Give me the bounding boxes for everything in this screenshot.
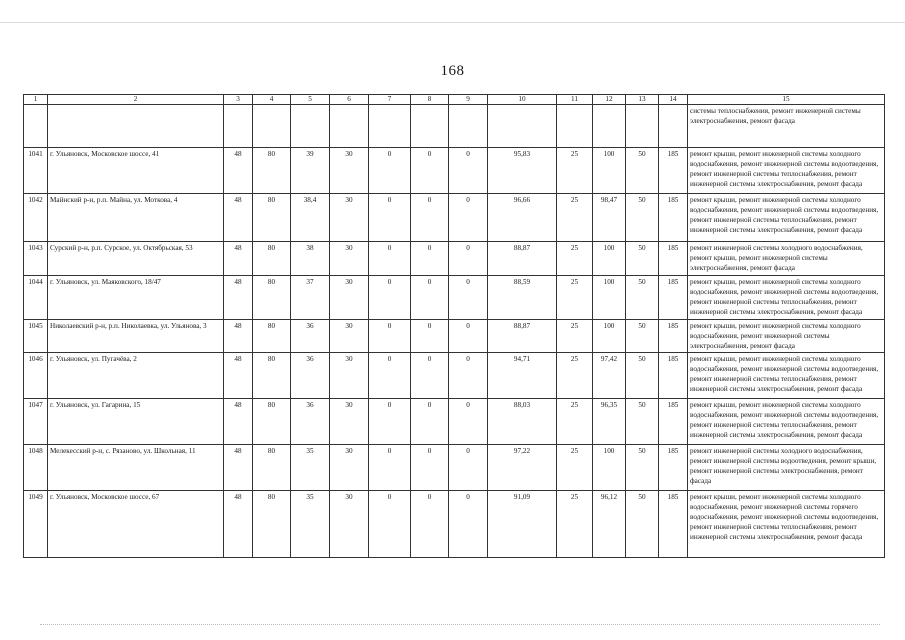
cell xyxy=(48,105,224,148)
value-cell-c6: 30 xyxy=(330,399,369,445)
value-cell-c7: 0 xyxy=(369,445,411,491)
value-cell-c12: 100 xyxy=(593,148,626,194)
value-cell-c10: 95,83 xyxy=(488,148,557,194)
value-cell-c3: 48 xyxy=(224,491,253,558)
cell xyxy=(253,105,291,148)
value-cell-c8: 0 xyxy=(411,399,449,445)
address: Майнский р-н, р.п. Майна, ул. Моткова, 4 xyxy=(48,194,224,242)
table-row xyxy=(24,353,885,399)
row-number: 1044 xyxy=(24,276,48,320)
column-header: 10 xyxy=(488,95,557,105)
table-row xyxy=(24,194,885,242)
value-cell-c4: 80 xyxy=(253,320,291,353)
value-cell-c3: 48 xyxy=(224,445,253,491)
address: г. Ульяновск, ул. Гагарина, 15 xyxy=(48,399,224,445)
value-cell-c3: 48 xyxy=(224,242,253,276)
value-cell-c12: 96,12 xyxy=(593,491,626,558)
table-row-continuation xyxy=(24,105,885,148)
row-number: 1043 xyxy=(24,242,48,276)
cell xyxy=(659,105,688,148)
value-cell-c9: 0 xyxy=(449,148,488,194)
work-description: ремонт крыши, ремонт инженерной системы холодного водоснабжения, ремонт инженерной системы водоотведения, ремонт инженерной системы теплоснабжения, ремонт инженерной системы электроснабжения, ремонт фасада xyxy=(688,194,885,242)
value-cell-c5: 36 xyxy=(291,399,330,445)
address: г. Ульяновск, ул. Пугачёва, 2 xyxy=(48,353,224,399)
value-cell-c14: 185 xyxy=(659,194,688,242)
value-cell-c4: 80 xyxy=(253,242,291,276)
cell xyxy=(593,105,626,148)
page-number: 168 xyxy=(440,63,465,79)
table-row xyxy=(24,491,885,558)
cell xyxy=(369,105,411,148)
value-cell-c3: 48 xyxy=(224,194,253,242)
value-cell-c6: 30 xyxy=(330,242,369,276)
value-cell-c12: 98,47 xyxy=(593,194,626,242)
cell xyxy=(291,105,330,148)
value-cell-c6: 30 xyxy=(330,276,369,320)
cell xyxy=(449,105,488,148)
value-cell-c12: 96,35 xyxy=(593,399,626,445)
value-cell-c4: 80 xyxy=(253,445,291,491)
value-cell-c10: 91,09 xyxy=(488,491,557,558)
value-cell-c5: 38,4 xyxy=(291,194,330,242)
work-description: ремонт крыши, ремонт инженерной системы холодного водоснабжения, ремонт инженерной системы водоотведения, ремонт инженерной системы теплоснабжения, ремонт инженерной системы электроснабжения, ремонт фасада xyxy=(688,399,885,445)
cell xyxy=(330,105,369,148)
value-cell-c6: 30 xyxy=(330,194,369,242)
value-cell-c6: 30 xyxy=(330,445,369,491)
value-cell-c4: 80 xyxy=(253,276,291,320)
column-header: 15 xyxy=(688,95,885,105)
scan-footer-noise xyxy=(40,624,880,626)
value-cell-c4: 80 xyxy=(253,491,291,558)
data-table xyxy=(23,94,885,558)
value-cell-c14: 185 xyxy=(659,445,688,491)
cell xyxy=(411,105,449,148)
row-number: 1049 xyxy=(24,491,48,558)
value-cell-c12: 97,42 xyxy=(593,353,626,399)
value-cell-c3: 48 xyxy=(224,399,253,445)
value-cell-c4: 80 xyxy=(253,194,291,242)
work-description: системы теплоснабжения, ремонт инженерной системы электроснабжения, ремонт фасада xyxy=(688,105,885,148)
value-cell-c7: 0 xyxy=(369,491,411,558)
column-header: 8 xyxy=(411,95,449,105)
value-cell-c12: 100 xyxy=(593,242,626,276)
value-cell-c5: 36 xyxy=(291,320,330,353)
value-cell-c10: 88,87 xyxy=(488,242,557,276)
value-cell-c9: 0 xyxy=(449,194,488,242)
column-header: 1 xyxy=(24,95,48,105)
value-cell-c7: 0 xyxy=(369,320,411,353)
value-cell-c8: 0 xyxy=(411,353,449,399)
value-cell-c9: 0 xyxy=(449,353,488,399)
value-cell-c11: 25 xyxy=(557,491,593,558)
column-header: 7 xyxy=(369,95,411,105)
value-cell-c13: 50 xyxy=(626,276,659,320)
work-description: ремонт инженерной системы холодного водоснабжения, ремонт инженерной системы водоотведения, ремонт крыши, ремонт инженерной системы электроснабжения, ремонт фасада xyxy=(688,445,885,491)
value-cell-c8: 0 xyxy=(411,194,449,242)
row-number: 1046 xyxy=(24,353,48,399)
value-cell-c8: 0 xyxy=(411,491,449,558)
value-cell-c9: 0 xyxy=(449,276,488,320)
value-cell-c14: 185 xyxy=(659,320,688,353)
value-cell-c7: 0 xyxy=(369,276,411,320)
column-header: 11 xyxy=(557,95,593,105)
value-cell-c13: 50 xyxy=(626,242,659,276)
column-header: 12 xyxy=(593,95,626,105)
table-row xyxy=(24,445,885,491)
column-header: 9 xyxy=(449,95,488,105)
value-cell-c4: 80 xyxy=(253,353,291,399)
value-cell-c11: 25 xyxy=(557,445,593,491)
value-cell-c13: 50 xyxy=(626,399,659,445)
row-number: 1047 xyxy=(24,399,48,445)
value-cell-c11: 25 xyxy=(557,399,593,445)
value-cell-c6: 30 xyxy=(330,148,369,194)
value-cell-c14: 185 xyxy=(659,148,688,194)
row-number: 1042 xyxy=(24,194,48,242)
value-cell-c12: 100 xyxy=(593,320,626,353)
value-cell-c13: 50 xyxy=(626,491,659,558)
value-cell-c10: 96,66 xyxy=(488,194,557,242)
value-cell-c5: 38 xyxy=(291,242,330,276)
value-cell-c12: 100 xyxy=(593,276,626,320)
column-header: 13 xyxy=(626,95,659,105)
value-cell-c8: 0 xyxy=(411,148,449,194)
value-cell-c3: 48 xyxy=(224,353,253,399)
value-cell-c9: 0 xyxy=(449,491,488,558)
header-row xyxy=(24,95,885,105)
cell xyxy=(557,105,593,148)
table-row xyxy=(24,399,885,445)
work-description: ремонт крыши, ремонт инженерной системы холодного водоснабжения, ремонт инженерной системы водоотведения, ремонт инженерной системы теплоснабжения, ремонт инженерной системы электроснабжения, ремонт фасада xyxy=(688,148,885,194)
cell xyxy=(224,105,253,148)
value-cell-c8: 0 xyxy=(411,276,449,320)
value-cell-c9: 0 xyxy=(449,399,488,445)
cell xyxy=(488,105,557,148)
value-cell-c11: 25 xyxy=(557,276,593,320)
work-description: ремонт инженерной системы холодного водоснабжения, ремонт крыши, ремонт инженерной системы электроснабжения, ремонт фасада xyxy=(688,242,885,276)
column-header: 2 xyxy=(48,95,224,105)
address: г. Ульяновск, ул. Маяковского, 18/47 xyxy=(48,276,224,320)
value-cell-c3: 48 xyxy=(224,320,253,353)
value-cell-c4: 80 xyxy=(253,399,291,445)
value-cell-c5: 39 xyxy=(291,148,330,194)
value-cell-c13: 50 xyxy=(626,148,659,194)
value-cell-c10: 88,87 xyxy=(488,320,557,353)
value-cell-c10: 97,22 xyxy=(488,445,557,491)
column-header: 4 xyxy=(253,95,291,105)
value-cell-c10: 94,71 xyxy=(488,353,557,399)
column-header: 6 xyxy=(330,95,369,105)
table-row xyxy=(24,320,885,353)
value-cell-c11: 25 xyxy=(557,194,593,242)
value-cell-c13: 50 xyxy=(626,194,659,242)
value-cell-c6: 30 xyxy=(330,491,369,558)
work-description: ремонт крыши, ремонт инженерной системы холодного водоснабжения, ремонт инженерной системы горячего водоснабжения, ремонт инженерной системы водоотведения, ремонт инженерной системы теплоснабжения, ремонт инженерной системы электроснабжения, ремонт фасада xyxy=(688,491,885,558)
column-header: 5 xyxy=(291,95,330,105)
table-row xyxy=(24,276,885,320)
value-cell-c7: 0 xyxy=(369,353,411,399)
work-description: ремонт крыши, ремонт инженерной системы холодного водоснабжения, ремонт инженерной системы электроснабжения, ремонт фасада xyxy=(688,320,885,353)
value-cell-c14: 185 xyxy=(659,242,688,276)
value-cell-c6: 30 xyxy=(330,320,369,353)
value-cell-c6: 30 xyxy=(330,353,369,399)
value-cell-c5: 37 xyxy=(291,276,330,320)
value-cell-c13: 50 xyxy=(626,353,659,399)
table-row xyxy=(24,148,885,194)
row-number: 1041 xyxy=(24,148,48,194)
value-cell-c14: 185 xyxy=(659,353,688,399)
value-cell-c10: 88,59 xyxy=(488,276,557,320)
cell xyxy=(626,105,659,148)
value-cell-c11: 25 xyxy=(557,320,593,353)
work-description: ремонт крыши, ремонт инженерной системы холодного водоснабжения, ремонт инженерной системы водоотведения, ремонт инженерной системы теплоснабжения, ремонт инженерной системы электроснабжения, ремонт фасада xyxy=(688,353,885,399)
value-cell-c3: 48 xyxy=(224,148,253,194)
value-cell-c3: 48 xyxy=(224,276,253,320)
column-header: 14 xyxy=(659,95,688,105)
table-row xyxy=(24,242,885,276)
value-cell-c5: 36 xyxy=(291,353,330,399)
value-cell-c14: 185 xyxy=(659,399,688,445)
value-cell-c11: 25 xyxy=(557,242,593,276)
value-cell-c8: 0 xyxy=(411,445,449,491)
address: г. Ульяновск, Московское шоссе, 67 xyxy=(48,491,224,558)
value-cell-c12: 100 xyxy=(593,445,626,491)
address: Николаевский р-н, р.п. Николаевка, ул. Ульянова, 3 xyxy=(48,320,224,353)
value-cell-c14: 185 xyxy=(659,491,688,558)
value-cell-c7: 0 xyxy=(369,399,411,445)
value-cell-c13: 50 xyxy=(626,445,659,491)
column-header: 3 xyxy=(224,95,253,105)
value-cell-c7: 0 xyxy=(369,194,411,242)
value-cell-c13: 50 xyxy=(626,320,659,353)
scan-edge-line xyxy=(0,22,905,24)
value-cell-c5: 35 xyxy=(291,491,330,558)
row-number: 1045 xyxy=(24,320,48,353)
value-cell-c4: 80 xyxy=(253,148,291,194)
value-cell-c8: 0 xyxy=(411,242,449,276)
value-cell-c9: 0 xyxy=(449,320,488,353)
address: Сурский р-н, р.п. Сурское, ул. Октябрьская, 53 xyxy=(48,242,224,276)
value-cell-c11: 25 xyxy=(557,148,593,194)
value-cell-c11: 25 xyxy=(557,353,593,399)
value-cell-c7: 0 xyxy=(369,242,411,276)
value-cell-c8: 0 xyxy=(411,320,449,353)
value-cell-c10: 88,03 xyxy=(488,399,557,445)
work-description: ремонт крыши, ремонт инженерной системы холодного водоснабжения, ремонт инженерной системы водоотведения, ремонт инженерной системы теплоснабжения, ремонт инженерной системы электроснабжения, ремонт фасада xyxy=(688,276,885,320)
address: г. Ульяновск, Московское шоссе, 41 xyxy=(48,148,224,194)
cell xyxy=(24,105,48,148)
value-cell-c7: 0 xyxy=(369,148,411,194)
value-cell-c9: 0 xyxy=(449,445,488,491)
address: Мелекесский р-н, с. Рязаново, ул. Школьная, 11 xyxy=(48,445,224,491)
value-cell-c14: 185 xyxy=(659,276,688,320)
value-cell-c5: 35 xyxy=(291,445,330,491)
row-number: 1048 xyxy=(24,445,48,491)
value-cell-c9: 0 xyxy=(449,242,488,276)
